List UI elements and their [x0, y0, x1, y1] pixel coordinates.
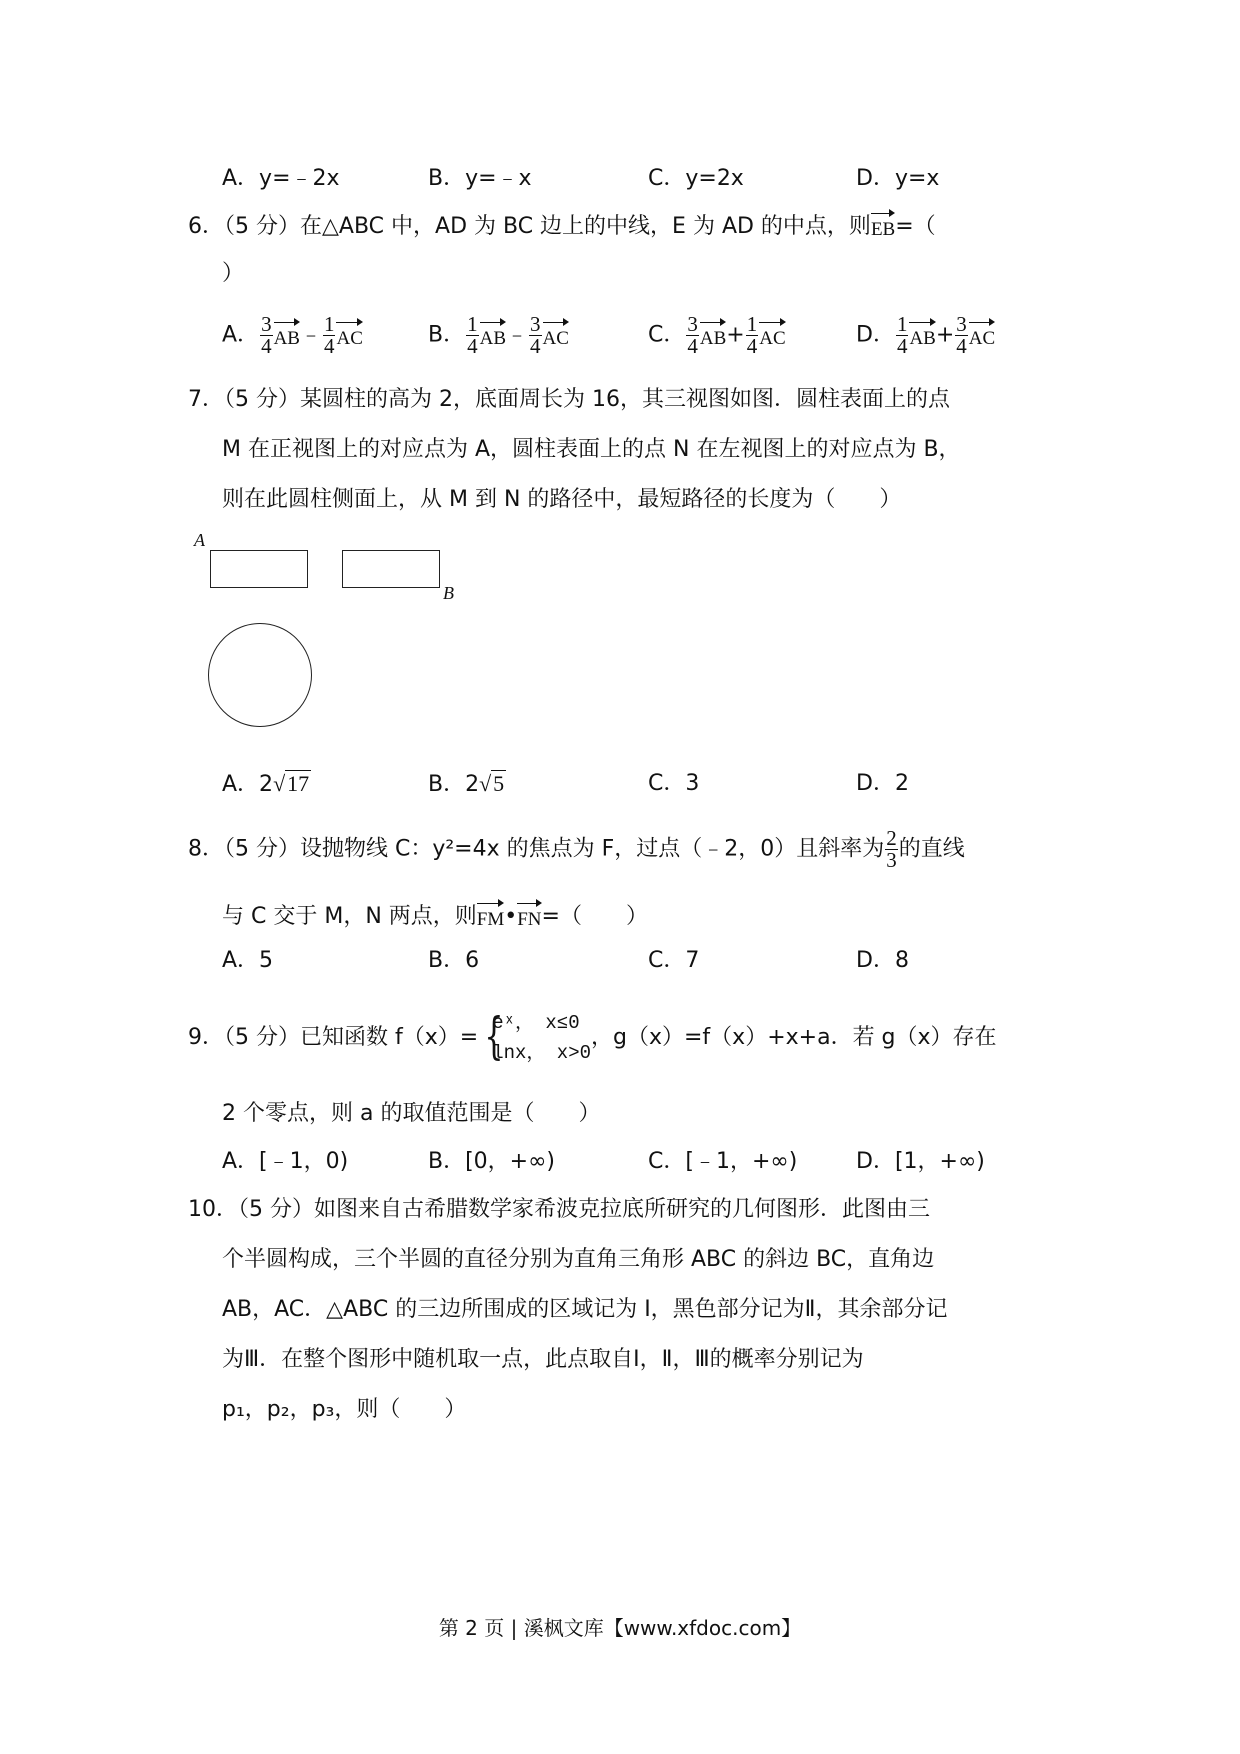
q7-opt-b-label: B．2 — [428, 772, 480, 797]
q9-option-a: A．[﹣1，0) — [222, 1149, 349, 1174]
q8-option-c: C．7 — [648, 948, 700, 973]
q6-opt-b-label: B． — [428, 322, 466, 348]
q5-option-d: D．y=x — [856, 166, 940, 191]
radicand: 17 — [287, 771, 310, 796]
q7-option-b — [428, 770, 506, 799]
q6-option-d — [856, 314, 995, 357]
fraction — [466, 314, 479, 357]
q10-line-3: AB，AC．△ABC 的三边所围成的区域记为 I，黑色部分记为Ⅱ，其余部分记 — [222, 1297, 948, 1322]
numerator: 2 — [886, 826, 897, 850]
q6-tail: =（ — [895, 214, 936, 239]
q9-line-1 — [188, 1008, 997, 1068]
fraction — [260, 314, 273, 357]
denominator: 4 — [261, 334, 272, 358]
vector-ab: AB — [909, 319, 935, 353]
front-view-rectangle — [210, 550, 308, 588]
q5-option-a: A．y=﹣2x — [222, 166, 340, 191]
q8-line-2 — [222, 900, 648, 934]
q7-line-1: 7．（5 分）某圆柱的高为 2，底面周长为 16，其三视图如图．圆柱表面上的点 — [188, 387, 950, 412]
q9-text: 9．（5 分）已知函数 f（x）= — [188, 1025, 479, 1050]
minus-sign: ﹣ — [299, 322, 322, 348]
q5-option-c: C．y=2x — [648, 166, 744, 191]
q6-opt-a-label: A． — [222, 322, 260, 348]
numerator: 1 — [896, 312, 908, 336]
fraction — [529, 314, 542, 357]
q9-option-b: B．[0，+∞) — [428, 1149, 556, 1174]
q8-option-b: B．6 — [428, 948, 480, 973]
numerator: 1 — [323, 312, 335, 336]
denominator: 4 — [530, 334, 541, 358]
q10-line-5: p₁，p₂，p₃，则（ ） — [222, 1397, 467, 1422]
denominator: 4 — [687, 334, 698, 358]
denominator: 3 — [886, 848, 897, 872]
square-root: √17 — [273, 771, 310, 796]
q8-text-2-tail: =（ ） — [541, 904, 648, 929]
denominator: 4 — [323, 334, 335, 358]
denominator: 4 — [896, 334, 908, 358]
q6-opt-c-label: C． — [648, 322, 686, 348]
q7-line-2: M 在正视图上的对应点为 A，圆柱表面上的点 N 在左视图上的对应点为 B， — [222, 437, 961, 462]
radicand: 5 — [493, 771, 505, 796]
piecewise-function — [478, 1008, 591, 1068]
piece-case-1: eˣ， x≤0 — [492, 1012, 580, 1034]
vector-ac: AC — [969, 319, 995, 353]
q6-option-c — [648, 314, 786, 357]
numerator: 3 — [687, 312, 698, 336]
vector-fn: FN — [517, 900, 541, 934]
numerator: 1 — [746, 312, 758, 336]
q6-close: ） — [222, 261, 245, 286]
minus-sign: ﹣ — [506, 322, 529, 348]
q10-line-4: 为Ⅲ．在整个图形中随机取一点，此点取自Ⅰ，Ⅱ，Ⅲ的概率分别记为 — [222, 1347, 864, 1372]
fraction — [746, 314, 759, 357]
q5-option-b: B．y=﹣x — [428, 166, 532, 191]
q7-option-a — [222, 770, 311, 799]
page-footer: 第 2 页 | 溪枫文库【www.xfdoc.com】 — [438, 1616, 802, 1640]
fraction — [955, 314, 968, 357]
q6-option-b — [428, 314, 569, 357]
q8-text-2: 与 C 交于 M，N 两点，则 — [222, 904, 477, 929]
fraction — [896, 314, 909, 357]
q8-text: 8．（5 分）设抛物线 C：y²=4x 的焦点为 F，过点（﹣2，0）且斜率为 — [188, 836, 885, 862]
denominator: 4 — [746, 334, 758, 358]
slope-fraction — [885, 828, 898, 871]
denominator: 4 — [467, 334, 478, 358]
q9-option-d: D．[1，+∞) — [856, 1149, 985, 1174]
piece-case-2: lnx， x>0 — [492, 1042, 592, 1064]
q8-text-tail: 的直线 — [898, 836, 965, 862]
q8-option-a: A．5 — [222, 948, 274, 973]
fraction — [323, 314, 336, 357]
q6-question — [188, 210, 936, 244]
vector-ab: AB — [700, 319, 726, 353]
vector-ab: AB — [274, 319, 300, 353]
denominator: 4 — [956, 334, 967, 358]
plus-sign: + — [935, 322, 955, 348]
numerator: 1 — [467, 312, 478, 336]
numerator: 3 — [530, 312, 541, 336]
numerator: 3 — [261, 312, 272, 336]
vector-ac: AC — [759, 319, 785, 353]
vector-ab: AB — [480, 319, 506, 353]
side-view-rectangle — [342, 550, 440, 588]
plus-sign: + — [726, 322, 745, 348]
q10-line-1: 10．（5 分）如图来自古希腊数学家希波克拉底所研究的几何图形．此图由三 — [188, 1197, 930, 1222]
q10-line-2: 个半圆构成，三个半圆的直径分别为直角三角形 ABC 的斜边 BC，直角边 — [222, 1247, 935, 1272]
q6-option-a — [222, 314, 363, 357]
top-view-circle — [208, 623, 312, 727]
fraction — [686, 314, 699, 357]
vector-ac: AC — [336, 319, 362, 353]
q6-opt-d-label: D． — [856, 322, 895, 348]
q8-line-1 — [188, 828, 965, 871]
q7-option-c: C．3 — [648, 771, 700, 796]
q9-line-2: 2 个零点，则 a 的取值范围是（ ） — [222, 1101, 601, 1126]
figure-label-b: B — [443, 583, 454, 603]
q8-option-d: D．8 — [856, 948, 909, 973]
vector-fm: FM — [477, 900, 504, 934]
numerator: 3 — [956, 312, 967, 336]
left-brace-icon: { — [484, 1007, 504, 1065]
q9-text-tail: ，g（x）=f（x）+x+a．若 g（x）存在 — [591, 1025, 997, 1050]
q6-text: 6．（5 分）在△ABC 中，AD 为 BC 边上的中线，E 为 AD 的中点，则 — [188, 214, 871, 239]
figure-label-a: A — [194, 530, 205, 550]
q6-vector-eb: EB — [871, 210, 895, 244]
dot-product: • — [504, 904, 518, 929]
q9-option-c: C．[﹣1，+∞) — [648, 1149, 798, 1174]
q7-opt-a-label: A．2 — [222, 772, 274, 797]
square-root: √5 — [479, 771, 505, 796]
q7-option-d: D．2 — [856, 771, 909, 796]
vector-ac: AC — [543, 319, 569, 353]
q7-line-3: 则在此圆柱侧面上，从 M 到 N 的路径中，最短路径的长度为（ ） — [222, 487, 902, 512]
